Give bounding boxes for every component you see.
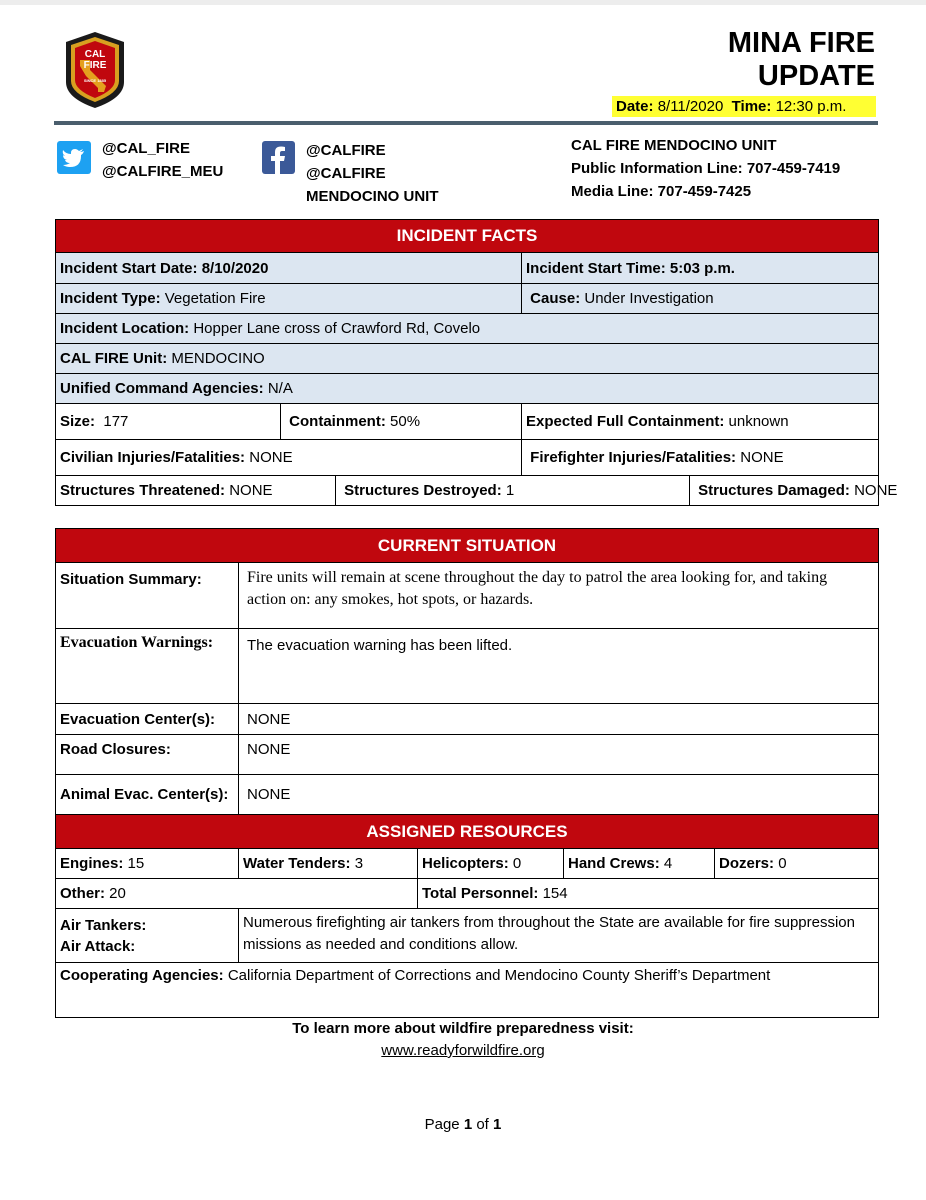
total-personnel-label: Total Personnel: bbox=[422, 885, 539, 902]
size-value: 177 bbox=[103, 413, 129, 430]
page-of: of bbox=[476, 1116, 489, 1133]
road-closures-label: Road Closures: bbox=[60, 741, 171, 758]
air-resources-label-cell bbox=[56, 909, 239, 963]
unit-cell bbox=[56, 344, 879, 374]
current-situation-heading: CURRENT SITUATION bbox=[56, 529, 879, 563]
firefighter-injuries-cell bbox=[522, 440, 879, 476]
dozers-cell bbox=[715, 849, 879, 879]
unit-label: CAL FIRE Unit: bbox=[60, 350, 168, 367]
water-tenders-cell bbox=[239, 849, 418, 879]
twitter-handle-2[interactable]: @CALFIRE_MEU bbox=[102, 163, 224, 180]
size-cell bbox=[56, 404, 281, 440]
logo-text-since: SINCE 1885 bbox=[83, 78, 107, 83]
helicopters-label: Helicopters: bbox=[422, 855, 509, 872]
engines-cell bbox=[56, 849, 239, 879]
cooperating-agencies-value: California Department of Corrections and Mendocino County Sheriff’s Department bbox=[227, 967, 771, 984]
containment-value: 50% bbox=[390, 413, 421, 430]
start-date-cell bbox=[56, 253, 522, 284]
title-line-1: MINA FIRE bbox=[727, 27, 875, 59]
unified-cell bbox=[56, 374, 879, 404]
date-time-bar bbox=[612, 96, 876, 117]
preparedness-link[interactable]: www.readyforwildfire.org bbox=[381, 1042, 545, 1059]
page-title bbox=[728, 27, 875, 93]
engines-label: Engines: bbox=[60, 855, 124, 872]
total-personnel-value: 154 bbox=[542, 885, 568, 902]
page-current: 1 bbox=[463, 1116, 473, 1133]
title-line-2: UPDATE bbox=[757, 60, 875, 92]
containment-cell bbox=[281, 404, 522, 440]
air-resources-text: Numerous firefighting air tankers from throughout the State are available for fire suppression missions as needed and conditions allow. bbox=[243, 914, 855, 953]
cause-cell bbox=[522, 284, 879, 314]
evacuation-center-label: Evacuation Center(s): bbox=[60, 710, 216, 728]
engines-value: 15 bbox=[127, 855, 145, 872]
twitter-icon bbox=[57, 141, 91, 174]
start-time-label: Incident Start Time: bbox=[526, 259, 666, 277]
structures-destroyed-cell bbox=[336, 476, 690, 506]
civilian-injuries-cell bbox=[56, 440, 522, 476]
evacuation-center-label-cell bbox=[56, 704, 239, 735]
hand-crews-label: Hand Crews: bbox=[568, 855, 660, 872]
expected-containment-cell bbox=[522, 404, 879, 440]
hand-crews-cell bbox=[564, 849, 715, 879]
structures-damaged-value: NONE bbox=[854, 482, 898, 499]
facebook-handles bbox=[306, 139, 439, 208]
location-cell bbox=[56, 314, 879, 344]
page-number bbox=[0, 1116, 926, 1133]
facebook-handle-2[interactable]: @CALFIRE bbox=[306, 165, 386, 182]
current-situation-table bbox=[55, 528, 879, 1018]
header-divider bbox=[54, 121, 878, 125]
structures-threatened-value: NONE bbox=[229, 482, 273, 499]
incident-facts-table bbox=[55, 219, 898, 506]
start-time-value: 5:03 p.m. bbox=[669, 259, 735, 277]
incident-facts-heading: INCIDENT FACTS bbox=[56, 220, 879, 253]
twitter-handles bbox=[102, 137, 223, 183]
animal-evac-label-cell bbox=[56, 775, 239, 815]
firefighter-injuries-value: NONE bbox=[740, 449, 784, 466]
evacuation-warnings-label: Evacuation Warnings: bbox=[60, 634, 214, 651]
preparedness-text: To learn more about wildfire preparedness visit: bbox=[292, 1020, 634, 1037]
road-closures-value: NONE bbox=[247, 741, 291, 758]
civilian-injuries-value: NONE bbox=[249, 449, 293, 466]
civilian-injuries-label: Civilian Injuries/Fatalities: bbox=[60, 449, 246, 466]
unified-label: Unified Command Agencies: bbox=[60, 380, 264, 397]
water-tenders-label: Water Tenders: bbox=[243, 855, 351, 872]
location-value: Hopper Lane cross of Crawford Rd, Covelo bbox=[193, 320, 481, 337]
date-label: Date: bbox=[616, 98, 654, 115]
expected-containment-label: Expected Full Containment: bbox=[526, 413, 725, 430]
date-value: 8/11/2020 bbox=[657, 98, 724, 115]
logo-text-cal: CAL bbox=[84, 49, 106, 60]
contact-media-line: Media Line: 707-459-7425 bbox=[571, 183, 752, 200]
situation-summary-label-cell bbox=[56, 563, 239, 629]
structures-damaged-cell bbox=[690, 476, 898, 506]
top-strip bbox=[0, 0, 926, 5]
incident-type-label: Incident Type: bbox=[60, 290, 161, 307]
time-label: Time: bbox=[731, 98, 772, 115]
contact-public-line: Public Information Line: 707-459-7419 bbox=[571, 160, 841, 177]
start-date-value: 8/10/2020 bbox=[201, 259, 269, 277]
location-label: Incident Location: bbox=[60, 320, 190, 337]
other-value: 20 bbox=[109, 885, 126, 902]
logo-text-fire: FIRE bbox=[83, 60, 107, 71]
air-tankers-label: Air Tankers: bbox=[60, 916, 147, 934]
hand-crews-value: 4 bbox=[663, 855, 673, 872]
road-closures-label-cell bbox=[56, 735, 239, 775]
evacuation-center-cell bbox=[239, 704, 879, 735]
helicopters-cell bbox=[418, 849, 564, 879]
contact-unit: CAL FIRE MENDOCINO UNIT bbox=[571, 137, 777, 154]
assigned-resources-heading: ASSIGNED RESOURCES bbox=[56, 815, 879, 849]
expected-containment-value: unknown bbox=[728, 413, 789, 430]
evacuation-warnings-cell bbox=[239, 629, 879, 704]
cause-label: Cause: bbox=[530, 290, 581, 307]
evacuation-warnings-label-cell bbox=[56, 629, 239, 704]
other-label: Other: bbox=[60, 885, 105, 902]
twitter-handle-1[interactable]: @CAL_FIRE bbox=[102, 140, 190, 157]
start-time-cell bbox=[522, 253, 879, 284]
evacuation-center-value: NONE bbox=[247, 710, 291, 728]
evacuation-warnings-text: The evacuation warning has been lifted. bbox=[247, 637, 513, 654]
page-total: 1 bbox=[493, 1116, 502, 1133]
helicopters-value: 0 bbox=[512, 855, 522, 872]
total-personnel-cell bbox=[418, 879, 879, 909]
structures-threatened-cell bbox=[56, 476, 336, 506]
animal-evac-label: Animal Evac. Center(s): bbox=[60, 786, 229, 803]
animal-evac-cell bbox=[239, 775, 879, 815]
cause-value: Under Investigation bbox=[584, 290, 714, 307]
firefighter-injuries-label: Firefighter Injuries/Fatalities: bbox=[530, 449, 737, 466]
structures-destroyed-value: 1 bbox=[505, 482, 515, 499]
structures-damaged-label: Structures Damaged: bbox=[698, 482, 850, 499]
size-label: Size: bbox=[60, 413, 96, 430]
unified-value: N/A bbox=[267, 380, 293, 397]
incident-type-value: Vegetation Fire bbox=[164, 290, 266, 307]
air-resources-cell bbox=[239, 909, 879, 963]
air-attack-label: Air Attack: bbox=[60, 937, 136, 955]
structures-threatened-label: Structures Threatened: bbox=[60, 482, 226, 499]
start-date-label: Incident Start Date: bbox=[60, 259, 198, 277]
unit-value: MENDOCINO bbox=[171, 350, 265, 367]
cal-fire-logo bbox=[62, 30, 128, 110]
situation-summary-text: Fire units will remain at scene throughout the day to patrol the area looking for, and taking action on: any smokes, hot spots, or hazards. bbox=[247, 569, 828, 608]
animal-evac-value: NONE bbox=[247, 786, 291, 803]
cooperating-agencies-label: Cooperating Agencies: bbox=[60, 967, 224, 984]
cooperating-agencies-cell bbox=[56, 963, 879, 1018]
page-prefix: Page bbox=[424, 1116, 460, 1133]
road-closures-cell bbox=[239, 735, 879, 775]
dozers-label: Dozers: bbox=[719, 855, 775, 872]
containment-label: Containment: bbox=[289, 413, 386, 430]
other-cell bbox=[56, 879, 418, 909]
time-value: 12:30 p.m. bbox=[775, 98, 847, 115]
facebook-handle-1[interactable]: @CALFIRE bbox=[306, 142, 386, 159]
water-tenders-value: 3 bbox=[354, 855, 364, 872]
situation-summary-label: Situation Summary: bbox=[60, 571, 202, 588]
facebook-icon bbox=[262, 141, 295, 174]
facebook-handle-3[interactable]: MENDOCINO UNIT bbox=[306, 188, 439, 205]
incident-type-cell bbox=[56, 284, 522, 314]
situation-summary-cell bbox=[239, 563, 879, 629]
dozers-value: 0 bbox=[778, 855, 787, 872]
structures-destroyed-label: Structures Destroyed: bbox=[344, 482, 502, 499]
contact-info bbox=[571, 134, 840, 203]
